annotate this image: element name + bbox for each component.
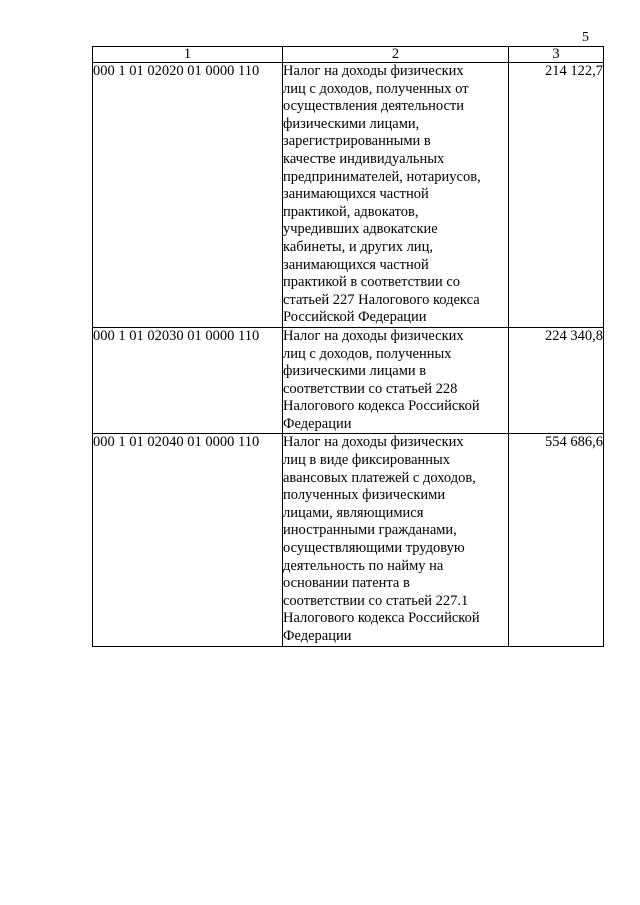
revenue-name-line: соответствии со статьей 228 bbox=[283, 380, 458, 397]
revenue-name-line: статьей 227 Налогового кодекса bbox=[283, 291, 480, 308]
table-row bbox=[93, 434, 604, 646]
revenue-name-line: основании патента в bbox=[283, 575, 410, 592]
classification-code: 000 1 01 02020 01 0000 110 bbox=[93, 63, 283, 328]
revenue-name-line: качестве индивидуальных bbox=[283, 150, 445, 167]
table-header-row bbox=[93, 47, 604, 63]
column-header-name: 2 bbox=[283, 47, 509, 63]
table-row bbox=[93, 327, 604, 434]
revenue-name-line: осуществляющими трудовую bbox=[283, 540, 465, 557]
revenue-name-line: занимающихся частной bbox=[283, 256, 429, 273]
page-number: 5 bbox=[582, 30, 589, 45]
revenue-name bbox=[283, 434, 509, 646]
table-row bbox=[93, 63, 604, 328]
revenue-name-line: зарегистрированными в bbox=[283, 133, 431, 150]
revenue-name-line: полученных физическими bbox=[283, 487, 446, 504]
revenue-name-line: авансовых платежей с доходов, bbox=[283, 469, 476, 486]
revenue-name-line: кабинеты, и других лиц, bbox=[283, 238, 433, 255]
revenue-name-line: осуществления деятельности bbox=[283, 98, 464, 115]
revenue-name-line: практикой, адвокатов, bbox=[283, 203, 419, 220]
revenue-name-line: деятельность по найму на bbox=[283, 557, 444, 574]
revenue-table bbox=[92, 46, 604, 647]
revenue-name-line: физическими лицами, bbox=[283, 115, 420, 132]
table-body bbox=[93, 63, 604, 647]
revenue-name-line: лиц в виде фиксированных bbox=[283, 452, 451, 469]
amount-value: 554 686,6 bbox=[509, 434, 604, 646]
column-header-code: 1 bbox=[93, 47, 283, 63]
revenue-name-line: занимающихся частной bbox=[283, 186, 429, 203]
revenue-name-line: Федерации bbox=[283, 415, 352, 432]
amount-value: 224 340,8 bbox=[509, 327, 604, 434]
revenue-name bbox=[283, 327, 509, 434]
revenue-name-line: предпринимателей, нотариусов, bbox=[283, 168, 481, 185]
revenue-name-line: иностранными гражданами, bbox=[283, 522, 457, 539]
revenue-name-line: лиц с доходов, полученных bbox=[283, 345, 452, 362]
revenue-name-line: Федерации bbox=[283, 628, 352, 644]
revenue-name bbox=[283, 63, 509, 328]
revenue-name-line: лицами, являющимися bbox=[283, 504, 424, 521]
classification-code: 000 1 01 02040 01 0000 110 bbox=[93, 434, 283, 646]
revenue-name-line: физическими лицами в bbox=[283, 363, 427, 380]
revenue-name-line: Российской Федерации bbox=[283, 309, 427, 326]
column-header-amount: 3 bbox=[509, 47, 604, 63]
classification-code: 000 1 01 02030 01 0000 110 bbox=[93, 327, 283, 434]
revenue-name-line: Налог на доходы физических bbox=[283, 434, 464, 451]
revenue-name-line: лиц с доходов, полученных от bbox=[283, 80, 469, 97]
amount-value: 214 122,7 bbox=[509, 63, 604, 328]
revenue-name-line: Налогового кодекса Российской bbox=[283, 610, 480, 627]
revenue-name-line: практикой в соответствии со bbox=[283, 274, 461, 291]
revenue-name-line: учредивших адвокатские bbox=[283, 221, 438, 238]
revenue-name-line: Налог на доходы физических bbox=[283, 63, 464, 79]
revenue-name-line: Налог на доходы физических bbox=[283, 327, 464, 344]
revenue-name-line: соответствии со статьей 227.1 bbox=[283, 592, 469, 609]
revenue-name-line: Налогового кодекса Российской bbox=[283, 398, 480, 415]
